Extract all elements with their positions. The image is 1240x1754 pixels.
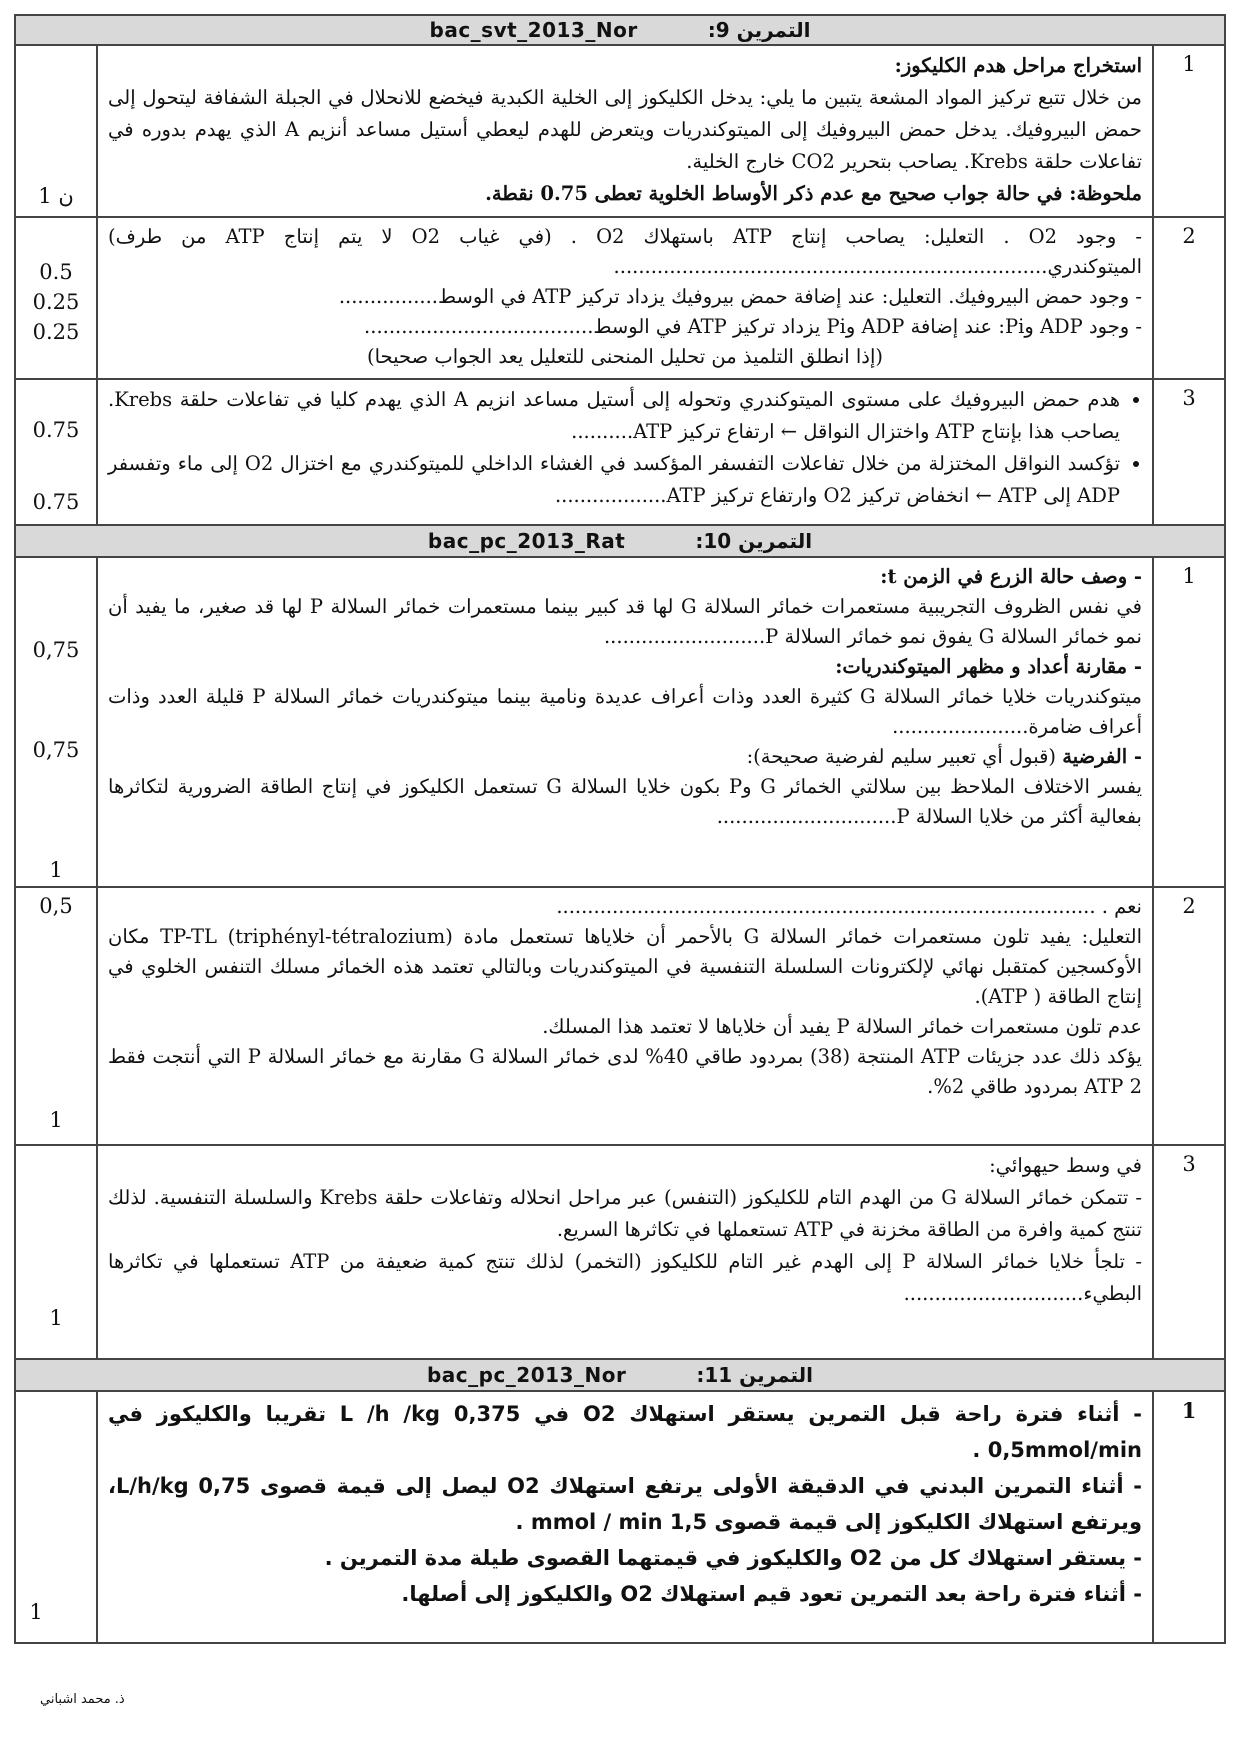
ex10-question-2	[14, 888, 1226, 1146]
answer-title: - وصف حالة الزرع في الزمن t:	[880, 565, 1142, 588]
answer-text: في نفس الظروف التجريبية مستعمرات خمائر السلالة G لها قد كبير بينما مستعمرات خمائر السلالة P لها قد صغير، ما يفيد أن نمو خمائر السلالة G يفوق نمو خمائر السلالة P..........................	[108, 595, 1142, 648]
exercise-label: التمرين 11:	[696, 1363, 814, 1387]
question-number: 2	[1182, 894, 1196, 918]
score: 1	[49, 1108, 63, 1132]
answer-text: - تتمكن خمائر السلالة G من الهدم التام للكليكوز (التنفس) عبر مراحل انحلاله وتفاعلات حلقة Krebs والسلسلة التنفسية. لذلك تنتج كمية وافرة من الطاقة مخزنة في ATP تستعملها في تكاثرها السريع.	[108, 1186, 1142, 1241]
answer-text: في وسط حيهوائي:	[989, 1154, 1142, 1177]
score-column	[16, 888, 96, 1144]
answer-line: - وجود O2 . التعليل: يصاحب إنتاج ATP باستهلاك O2 . (في غياب O2 لا يتم إنتاج ATP من طرف) الميتوكندري......................................................................	[108, 225, 1142, 278]
answer-text: - أثناء التمرين البدني في الدقيقة الأولى يرتفع استهلاك O2 ليصل إلى قيمة قصوى 0,75 L/h/kg، ويرتفع استهلاك الكليكوز إلى قيمة قصوى 1,5 mmol / min .	[108, 1474, 1142, 1534]
answer-title: استخراج مراحل هدم الكليكوز:	[894, 54, 1142, 77]
exercise-11-header	[14, 1360, 1226, 1392]
exercise-9-header	[14, 14, 1226, 46]
question-number: 1	[1182, 564, 1196, 588]
answer-title: - الفرضية	[1062, 745, 1142, 768]
answer-text: يؤكد ذلك عدد جزيئات ATP المنتجة (38) بمردود طاقي 40% لدى خمائر السلالة G مقارنة مع خمائر السلالة P التي أنتجت فقط 2 ATP بمردود طاقي 2%.	[108, 1045, 1142, 1098]
answer-content	[96, 1392, 1154, 1642]
answer-line: - وجود حمض البيروفيك. التعليل: عند إضافة حمض بيروفيك يزداد تركيز ATP في الوسط................	[338, 285, 1142, 308]
ex9-question-1	[14, 46, 1226, 218]
answer-content	[96, 558, 1154, 886]
answer-content	[96, 380, 1154, 524]
answer-content	[96, 1146, 1154, 1358]
answer-note: ملحوظة: في حالة جواب صحيح مع عدم ذكر الأوساط الخلوية تعطى 0.75 نقطة.	[485, 182, 1142, 205]
answer-text: من خلال تتبع تركيز المواد المشعة يتبين ما يلي: يدخل الكليكوز إلى الخلية الكبدية فيخضع للانحلال في الجبلة الشفافة ليتحول إلى حمض البيروفيك. يدخل حمض البيروفيك إلى الميتوكندريات ويتعرض للهدم ليعطي أستيل مساعد أنزيم A الذي يهدم بدوره في تفاعلات حلقة Krebs. يصاحب بتحرير CO2 خارج الخلية.	[108, 86, 1142, 173]
score-column	[16, 218, 96, 378]
answer-text: عدم تلون مستعمرات خمائر السلالة P يفيد أن خلاياها لا تعتمد هذا المسلك.	[542, 1015, 1142, 1038]
score: 0.75	[32, 490, 80, 514]
ex10-question-1	[14, 558, 1226, 888]
score: 0,75	[32, 738, 80, 762]
answer-bullet: • تؤكسد النواقل المختزلة من خلال تفاعلات التفسفر المؤكسد في الغشاء الداخلي للميتوكندري مع اختزال O2 إلى ماء وتفسفر ADP إلى ATP ← انخفاض تركيز O2 وارتفاع تركيز ATP..................	[108, 448, 1120, 512]
answer-sheet	[14, 14, 1226, 1644]
score: 1	[29, 1600, 43, 1624]
score-column	[16, 380, 96, 524]
score-column	[16, 1146, 96, 1358]
score: 1	[49, 858, 63, 882]
score: 0,5	[39, 894, 73, 918]
exercise-label: التمرين 10:	[695, 529, 813, 553]
ex10-question-3	[14, 1146, 1226, 1360]
score: 1	[49, 1306, 63, 1330]
exercise-code: bac_pc_2013_Rat	[427, 529, 626, 553]
answer-title: - مقارنة أعداد و مظهر الميتوكندريات:	[835, 655, 1142, 678]
score: 0,75	[32, 638, 80, 662]
ex11-question-1	[14, 1392, 1226, 1644]
score: 1 ن	[38, 184, 74, 208]
score: 0.25	[32, 320, 80, 344]
answer-note: (إذا انطلق التلميذ من تحليل المنحنى للتعليل يعد الجواب صحيحا)	[366, 345, 884, 368]
question-number: 1	[1182, 52, 1196, 76]
answer-title-note: (قبول أي تعبير سليم لفرضية صحيحة):	[746, 745, 1057, 768]
question-number: 1	[1181, 1398, 1197, 1423]
ex9-question-2	[14, 218, 1226, 380]
answer-text: - تلجأ خلايا خمائر السلالة P إلى الهدم غير التام للكليكوز (التخمر) لذلك تنتج كمية ضعيفة من ATP تستعملها في تكاثرها البطيء.............................	[108, 1250, 1142, 1305]
score-column	[16, 558, 96, 886]
score: 0.5	[39, 260, 73, 284]
answer-text: يفسر الاختلاف الملاحظ بين سلالتي الخمائر G وP بكون خلايا السلالة G تستعمل الكليكوز في إنتاج الطاقة الضرورية لتكاثرها بفعالية أكثر من خلايا السلالة P.............................	[108, 775, 1143, 828]
score: 0.75	[32, 418, 80, 442]
answer-content	[96, 888, 1154, 1144]
question-number: 2	[1182, 224, 1196, 248]
answer-bullet: • هدم حمض البيروفيك على مستوى الميتوكندري وتحوله إلى أستيل مساعد انزيم A الذي يهدم كليا في تفاعلات حلقة Krebs. يصاحب هذا بإنتاج ATP واختزال النواقل ← ارتفاع تركيز ATP..........	[108, 384, 1120, 448]
answer-content	[96, 46, 1154, 216]
exercise-code: bac_svt_2013_Nor	[429, 18, 638, 42]
answer-text: نعم . .......................................................................................	[556, 895, 1142, 918]
score-column	[16, 46, 96, 216]
exercise-label: التمرين 9:	[707, 18, 811, 42]
question-number: 3	[1182, 1152, 1196, 1176]
answer-text: - أثناء فترة راحة بعد التمرين تعود قيم استهلاك O2 والكليكوز إلى أصلها.	[401, 1582, 1142, 1606]
author-footer: ذ. محمد اشباني	[40, 1692, 125, 1707]
ex9-question-3	[14, 380, 1226, 526]
answer-text: - يستقر استهلاك كل من O2 والكليكوز في قيمتهما القصوى طيلة مدة التمرين .	[324, 1546, 1142, 1570]
answer-text: ميتوكندريات خلايا خمائر السلالة G كثيرة العدد وذات أعراف عديدة ونامية بينما ميتوكندريات خمائر السلالة P قليلة العدد وذات أعراف ضامرة......................	[108, 685, 1142, 738]
answer-content	[96, 218, 1154, 378]
answer-text: - أثناء فترة راحة قبل التمرين يستقر استهلاك O2 في 0,375 L /h /kg تقريبا والكليكوز في 0,5mmol/min .	[108, 1402, 1142, 1462]
score: 0.25	[32, 290, 80, 314]
answer-line: - وجود ADP وPi: عند إضافة ADP وPi يزداد تركيز ATP في الوسط.....................................	[364, 315, 1142, 338]
question-number: 3	[1182, 386, 1196, 410]
answer-text: التعليل: يفيد تلون مستعمرات خمائر السلالة G بالأحمر أن خلاياها تستعمل مادة TP-TL (triphényl-tétralozium) مكان الأوكسجين كمتقبل نهائي لإلكترونات السلسلة التنفسية في الميتوكندريات وبالتالي تعتمد هذه الخمائر مسلك التنفس الخلوي في إنتاج الطاقة ( ATP).	[108, 925, 1143, 1008]
score-column	[16, 1392, 96, 1642]
exercise-code: bac_pc_2013_Nor	[426, 1363, 627, 1387]
exercise-10-header	[14, 526, 1226, 558]
